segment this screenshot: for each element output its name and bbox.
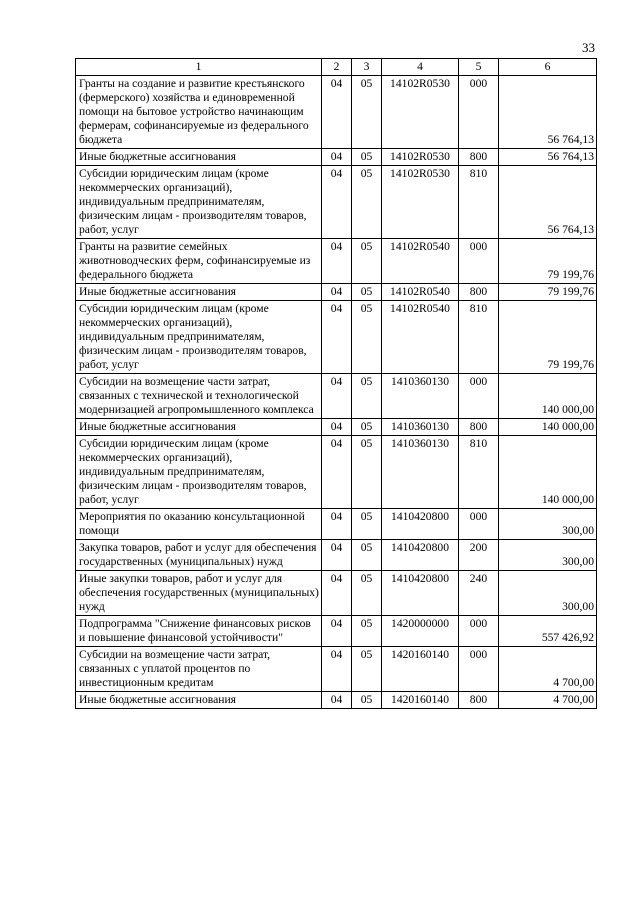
row-subsection-cell: 05 xyxy=(352,419,382,436)
row-expense-type-cell: 810 xyxy=(459,436,499,509)
row-expense-type-cell: 200 xyxy=(459,540,499,571)
table-row xyxy=(76,540,597,571)
table-row xyxy=(76,692,597,709)
row-target-code-cell: 1410360130 xyxy=(382,419,459,436)
row-expense-type-cell: 000 xyxy=(459,616,499,647)
row-name-cell: Субсидии юридическим лицам (кроме некоммерческих организаций), индивидуальным предпринимателям, физическим лицам - производителям товаров, работ, услуг xyxy=(76,436,322,509)
row-subsection-cell: 05 xyxy=(352,509,382,540)
row-expense-type-cell: 800 xyxy=(459,149,499,166)
row-name-cell: Иные бюджетные ассигнования xyxy=(76,692,322,709)
row-amount-cell: 56 764,13 xyxy=(499,166,597,239)
row-name-cell: Иные закупки товаров, работ и услуг для обеспечения государственных (муниципальных) нужд xyxy=(76,571,322,616)
row-amount-cell: 56 764,13 xyxy=(499,149,597,166)
row-amount-cell: 56 764,13 xyxy=(499,76,597,149)
row-section-cell: 04 xyxy=(322,540,352,571)
table-row xyxy=(76,436,597,509)
row-target-code-cell: 1410360130 xyxy=(382,374,459,419)
row-name-cell: Субсидии юридическим лицам (кроме некоммерческих организаций), индивидуальным предпринимателям, физическим лицам - производителям товаров, работ, услуг xyxy=(76,166,322,239)
row-name-cell: Подпрограмма "Снижение финансовых рисков и повышение финансовой устойчивости" xyxy=(76,616,322,647)
row-expense-type-cell: 000 xyxy=(459,509,499,540)
row-target-code-cell: 1420160140 xyxy=(382,692,459,709)
row-subsection-cell: 05 xyxy=(352,166,382,239)
row-section-cell: 04 xyxy=(322,284,352,301)
row-name-cell: Закупка товаров, работ и услуг для обеспечения государственных (муниципальных) нужд xyxy=(76,540,322,571)
row-section-cell: 04 xyxy=(322,692,352,709)
row-target-code-cell: 1420160140 xyxy=(382,647,459,692)
table-row xyxy=(76,166,597,239)
row-section-cell: 04 xyxy=(322,149,352,166)
table-row xyxy=(76,571,597,616)
row-target-code-cell: 14102R0540 xyxy=(382,239,459,284)
table-row xyxy=(76,616,597,647)
row-amount-cell: 140 000,00 xyxy=(499,436,597,509)
header-cell: 5 xyxy=(459,59,499,76)
row-subsection-cell: 05 xyxy=(352,540,382,571)
row-section-cell: 04 xyxy=(322,239,352,284)
row-name-cell: Иные бюджетные ассигнования xyxy=(76,419,322,436)
table-row xyxy=(76,284,597,301)
table-header-row xyxy=(76,59,597,76)
row-subsection-cell: 05 xyxy=(352,571,382,616)
row-section-cell: 04 xyxy=(322,647,352,692)
row-subsection-cell: 05 xyxy=(352,149,382,166)
table-row xyxy=(76,374,597,419)
page-number: 33 xyxy=(582,40,595,55)
row-expense-type-cell: 240 xyxy=(459,571,499,616)
row-amount-cell: 140 000,00 xyxy=(499,374,597,419)
row-target-code-cell: 1410420800 xyxy=(382,509,459,540)
row-subsection-cell: 05 xyxy=(352,284,382,301)
row-amount-cell: 79 199,76 xyxy=(499,301,597,374)
header-cell: 1 xyxy=(76,59,322,76)
table-row xyxy=(76,239,597,284)
row-subsection-cell: 05 xyxy=(352,301,382,374)
row-section-cell: 04 xyxy=(322,616,352,647)
table-row xyxy=(76,76,597,149)
table-row xyxy=(76,647,597,692)
row-expense-type-cell: 000 xyxy=(459,647,499,692)
row-amount-cell: 79 199,76 xyxy=(499,239,597,284)
row-section-cell: 04 xyxy=(322,509,352,540)
row-amount-cell: 140 000,00 xyxy=(499,419,597,436)
table-row xyxy=(76,419,597,436)
row-target-code-cell: 1410420800 xyxy=(382,571,459,616)
row-amount-cell: 300,00 xyxy=(499,571,597,616)
row-amount-cell: 300,00 xyxy=(499,540,597,571)
row-section-cell: 04 xyxy=(322,301,352,374)
row-target-code-cell: 14102R0540 xyxy=(382,284,459,301)
row-subsection-cell: 05 xyxy=(352,76,382,149)
header-cell: 6 xyxy=(499,59,597,76)
row-expense-type-cell: 000 xyxy=(459,374,499,419)
table-row xyxy=(76,301,597,374)
header-cell: 4 xyxy=(382,59,459,76)
header-cell: 2 xyxy=(322,59,352,76)
row-amount-cell: 4 700,00 xyxy=(499,647,597,692)
row-name-cell: Гранты на создание и развитие крестьянского (фермерского) хозяйства и единовременной помощи на бытовое устройство начинающим фермерам, софинансируемые из федерального бюджета xyxy=(76,76,322,149)
row-subsection-cell: 05 xyxy=(352,692,382,709)
row-expense-type-cell: 810 xyxy=(459,301,499,374)
row-target-code-cell: 1410360130 xyxy=(382,436,459,509)
row-name-cell: Субсидии на возмещение части затрат, связанных с уплатой процентов по инвестиционным кредитам xyxy=(76,647,322,692)
row-subsection-cell: 05 xyxy=(352,239,382,284)
header-cell: 3 xyxy=(352,59,382,76)
row-target-code-cell: 1420000000 xyxy=(382,616,459,647)
row-section-cell: 04 xyxy=(322,571,352,616)
row-expense-type-cell: 800 xyxy=(459,284,499,301)
row-name-cell: Гранты на развитие семейных животноводческих ферм, софинансируемые из федерального бюджета xyxy=(76,239,322,284)
row-amount-cell: 557 426,92 xyxy=(499,616,597,647)
row-name-cell: Иные бюджетные ассигнования xyxy=(76,149,322,166)
row-name-cell: Субсидии юридическим лицам (кроме некоммерческих организаций), индивидуальным предпринимателям, физическим лицам - производителям товаров, работ, услуг xyxy=(76,301,322,374)
row-amount-cell: 4 700,00 xyxy=(499,692,597,709)
table-row xyxy=(76,149,597,166)
row-section-cell: 04 xyxy=(322,76,352,149)
row-name-cell: Мероприятия по оказанию консультационной помощи xyxy=(76,509,322,540)
row-target-code-cell: 14102R0540 xyxy=(382,301,459,374)
row-target-code-cell: 14102R0530 xyxy=(382,166,459,239)
row-subsection-cell: 05 xyxy=(352,647,382,692)
row-name-cell: Иные бюджетные ассигнования xyxy=(76,284,322,301)
row-section-cell: 04 xyxy=(322,436,352,509)
row-expense-type-cell: 000 xyxy=(459,239,499,284)
row-subsection-cell: 05 xyxy=(352,374,382,419)
row-expense-type-cell: 800 xyxy=(459,692,499,709)
row-expense-type-cell: 810 xyxy=(459,166,499,239)
row-expense-type-cell: 800 xyxy=(459,419,499,436)
row-name-cell: Субсидии на возмещение части затрат, связанных с технической и технологической модернизацией агропромышленного комплекса xyxy=(76,374,322,419)
row-section-cell: 04 xyxy=(322,374,352,419)
table-row xyxy=(76,509,597,540)
row-subsection-cell: 05 xyxy=(352,616,382,647)
row-section-cell: 04 xyxy=(322,419,352,436)
row-target-code-cell: 14102R0530 xyxy=(382,76,459,149)
row-target-code-cell: 14102R0530 xyxy=(382,149,459,166)
row-amount-cell: 79 199,76 xyxy=(499,284,597,301)
row-expense-type-cell: 000 xyxy=(459,76,499,149)
budget-table xyxy=(75,58,597,709)
row-section-cell: 04 xyxy=(322,166,352,239)
row-target-code-cell: 1410420800 xyxy=(382,540,459,571)
row-amount-cell: 300,00 xyxy=(499,509,597,540)
row-subsection-cell: 05 xyxy=(352,436,382,509)
